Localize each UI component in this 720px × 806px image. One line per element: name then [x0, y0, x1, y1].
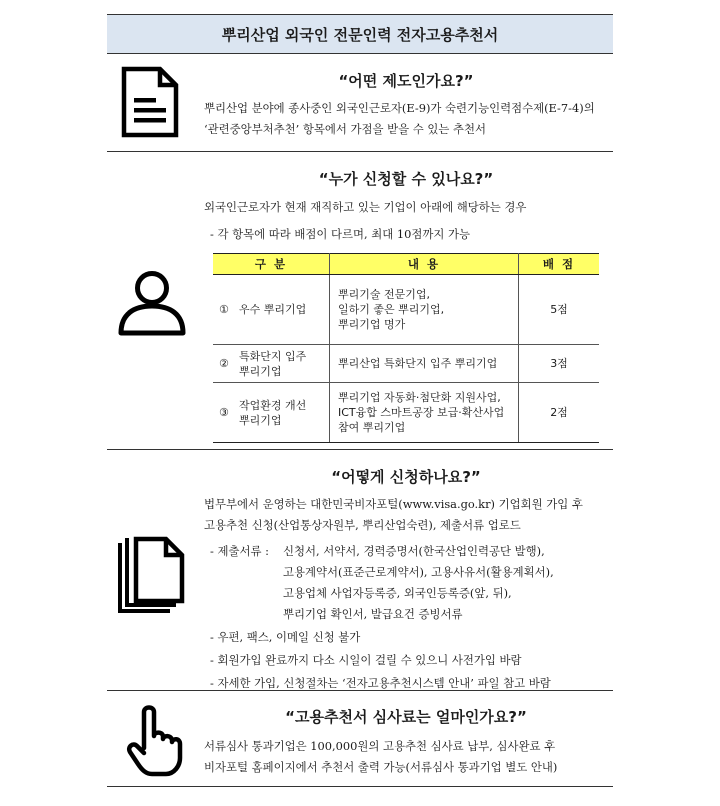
- section4-line-1: 서류심사 통과기업은 100,000원의 고용추천 심사료 납부, 심사완료 후: [204, 739, 556, 753]
- section3-note-2: - 회원가입 완료까지 다소 시일이 걸릴 수 있으니 사전가입 바람: [210, 653, 522, 667]
- pointing-hand-icon: [124, 702, 188, 782]
- section2-note: - 각 항목에 따라 배점이 다르며, 최대 10점까지 가능: [210, 227, 470, 241]
- section3-note-1: - 우편, 팩스, 이메일 신청 불가: [210, 630, 361, 644]
- category-label: 특화단지 입주 뿌리기업: [239, 349, 307, 378]
- divider-bottom: [107, 786, 613, 787]
- category-cell: [213, 275, 330, 345]
- content-cell: [330, 383, 519, 443]
- table-header-row: [213, 254, 599, 275]
- content-line: 뿌리기술 전문기업,: [338, 288, 431, 301]
- person-icon: [116, 268, 188, 342]
- divider-1: [107, 151, 613, 152]
- content-line: 뿌리기업 명가: [338, 318, 406, 331]
- row-number: ③: [219, 406, 229, 419]
- divider-2: [107, 449, 613, 450]
- section3-title: “어떻게 신청하나요?”: [331, 468, 481, 486]
- column-header: 배 점: [519, 254, 600, 275]
- column-header: 내 용: [330, 254, 519, 275]
- table-row: [213, 345, 599, 383]
- score-cell: 2점: [519, 383, 600, 443]
- section2-title: “누가 신청할 수 있나요?”: [318, 170, 494, 188]
- section3-note-3: - 자세한 가입, 신청절차는 ‘전자고용추천시스템 안내’ 파일 참고 바람: [210, 676, 551, 690]
- page-title: 뿌리산업 외국인 전문인력 전자고용추천서: [221, 25, 499, 44]
- section3-line-2: 고용추천 신청(산업통상자원부, 뿌리산업숙련), 제출서류 업로드: [204, 518, 521, 532]
- row-number: ②: [219, 357, 229, 370]
- document-icon: [120, 66, 180, 142]
- table-row: [213, 383, 599, 443]
- section4-line-2: 비자포털 홈페이지에서 추천서 출력 가능(서류심사 통과기업 별도 안내): [204, 760, 558, 774]
- score-table: [213, 253, 599, 443]
- category-cell: [213, 345, 330, 383]
- content-line: ICT융합 스마트공장 보급·확산사업: [338, 406, 505, 419]
- score-cell: 5점: [519, 275, 600, 345]
- docs-line-3: 고용업체 사업자등록증, 외국인등록증(앞, 뒤),: [283, 586, 512, 600]
- docs-line-4: 뿌리기업 확인서, 발급요건 증빙서류: [283, 607, 463, 621]
- section1-line-2: ‘관련중앙부처추천’ 항목에서 가점을 받을 수 있는 추천서: [204, 122, 487, 136]
- header-bar: [107, 14, 613, 54]
- section3-line-1: 법무부에서 운영하는 대한민국비자포털(www.visa.go.kr) 기업회원 가입 후: [204, 497, 583, 511]
- documents-stack-icon: [116, 533, 188, 619]
- category-cell: [213, 383, 330, 443]
- section1-line-1: 뿌리산업 분야에 종사중인 외국인근로자(E-9)가 숙련기능인력점수제(E-7-4)의: [204, 101, 595, 115]
- content-line: 참여 뿌리기업: [338, 421, 406, 434]
- docs-line-2: 고용계약서(표준근로계약서), 고용사유서(활용계획서),: [283, 565, 554, 579]
- divider-3: [107, 690, 613, 691]
- content-cell: [330, 345, 519, 383]
- section1-title: “어떤 제도인가요?”: [338, 72, 474, 90]
- category-label: 우수 뿌리기업: [239, 303, 307, 316]
- score-cell: 3점: [519, 345, 600, 383]
- section4-title: “고용추천서 심사료는 얼마인가요?”: [285, 708, 527, 726]
- column-header: 구 분: [213, 254, 330, 275]
- category-label: 작업환경 개선 뿌리기업: [239, 398, 307, 427]
- content-line: 뿌리산업 특화단지 입주 뿌리기업: [338, 357, 498, 370]
- content-line: 뿌리기업 자동화·첨단화 지원사업,: [338, 391, 501, 404]
- section2-intro: 외국인근로자가 현재 재직하고 있는 기업이 아래에 해당하는 경우: [204, 200, 527, 214]
- docs-line-1: 신청서, 서약서, 경력증명서(한국산업인력공단 발행),: [283, 544, 545, 558]
- content-cell: [330, 275, 519, 345]
- table-row: [213, 275, 599, 345]
- docs-label: - 제출서류 :: [210, 544, 269, 558]
- content-line: 일하기 좋은 뿌리기업,: [338, 303, 445, 316]
- row-number: ①: [219, 303, 229, 316]
